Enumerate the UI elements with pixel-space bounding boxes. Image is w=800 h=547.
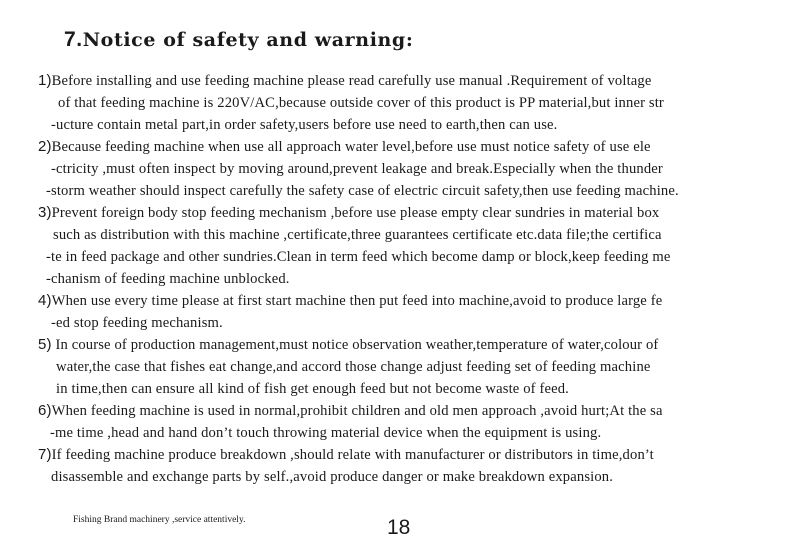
item-7-text: If feeding machine produce breakdown ,should relate with manufacturer or distributors in time,don’t <box>51 447 654 463</box>
item-1-line-2: of that feeding machine is 220V/AC,because outside cover of this product is PP material,but inner str <box>58 95 664 111</box>
item-3-text: Prevent foreign body stop feeding mechanism ,before use please empty clear sundries in material box <box>51 205 660 221</box>
page-number: 18 <box>387 516 411 539</box>
item-6-line-2: -me time ,head and hand don’t touch throwing material device when the equipment is using. <box>50 425 602 441</box>
section-title <box>64 28 413 52</box>
footer-slogan: Fishing Brand machinery ,service attentively. <box>73 515 246 525</box>
item-1-line-3: -ucture contain metal part,in order safety,users before use need to earth,then can use. <box>51 117 558 133</box>
item-3-line-2: such as distribution with this machine ,certificate,three guarantees certificate etc.data file;the certifica <box>53 227 662 243</box>
item-3-line-3: -te in feed package and other sundries.Clean in term feed which become damp or block,keep feeding me <box>46 249 671 265</box>
item-6-marker: 6) <box>38 402 52 419</box>
item-5-marker: 5) <box>38 336 52 353</box>
item-2-line-1 <box>38 136 651 158</box>
item-2-marker: 2) <box>38 138 52 155</box>
item-5-line-1 <box>38 334 658 356</box>
item-5-text: In course of production management,must notice observation weather,temperature of water,colour of <box>51 337 659 353</box>
item-2-line-2: -ctricity ,must often inspect by moving around,prevent leakage and break.Especially when the thunder <box>51 161 663 177</box>
item-6-text: When feeding machine is used in normal,prohibit children and old men approach ,avoid hurt;At the sa <box>51 403 663 419</box>
item-3-line-4: -chanism of feeding machine unblocked. <box>46 271 290 287</box>
item-2-line-3: -storm weather should inspect carefully the safety case of electric circuit safety,then use feeding machine. <box>46 183 679 199</box>
item-4-line-2: -ed stop feeding mechanism. <box>51 315 223 331</box>
item-3-marker: 3) <box>38 204 52 221</box>
item-4-marker: 4) <box>38 292 52 309</box>
item-1-line-1 <box>38 70 652 92</box>
section-number: 7. <box>64 28 83 51</box>
item-6-line-1 <box>38 400 663 422</box>
item-5-line-2: water,the case that fishes eat change,and accord those change adjust feeding set of feeding machine <box>56 359 651 375</box>
item-7-line-2: disassemble and exchange parts by self.,avoid produce danger or make breakdown expansion. <box>51 469 614 485</box>
item-4-text: When use every time please at first start machine then put feed into machine,avoid to produce large fe <box>51 293 663 309</box>
item-5-line-3: in time,then can ensure all kind of fish get enough feed but not become waste of feed. <box>56 381 569 397</box>
item-2-text: Because feeding machine when use all approach water level,before use must notice safety of use ele <box>51 139 651 155</box>
item-7-line-1 <box>38 444 654 466</box>
item-1-text: Before installing and use feeding machine please read carefully use manual .Requirement of voltage <box>51 73 652 89</box>
item-7-marker: 7) <box>38 446 52 463</box>
section-title-text: Notice of safety and warning: <box>82 29 414 51</box>
item-4-line-1 <box>38 290 662 312</box>
item-3-line-1 <box>38 202 659 224</box>
item-1-marker: 1) <box>38 72 52 89</box>
